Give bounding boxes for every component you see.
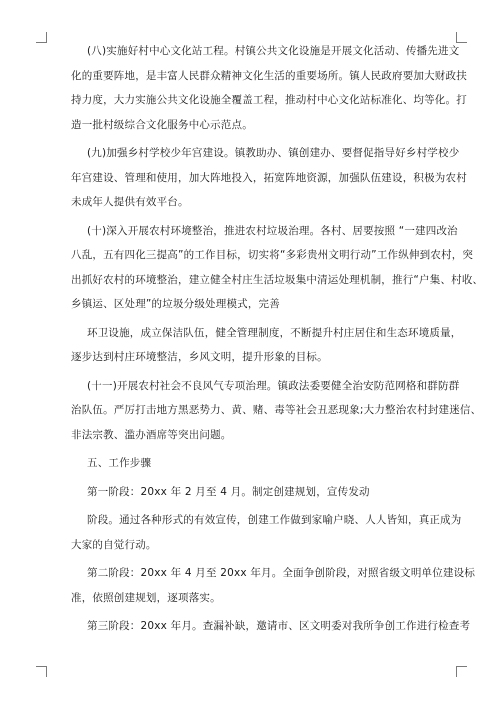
paragraph-line: (九)加强乡村学校少年宫建设。镇教助办、镇创建办、要督促指导好乡村学校少: [87, 147, 460, 159]
paragraph-st1b: [71, 508, 462, 557]
paragraph-line: 八乱，五有四化三提高”的工作目标，切实将“多彩贵州文明行动”工作纵伸到农村，突: [71, 249, 474, 261]
paragraph-line: 第二阶段：20xx 年 4 月至 20xx 年月。全面争创阶段，对照省级文明单位建设标: [87, 567, 476, 579]
crop-mark-top-right: [456, 32, 467, 43]
paragraph-p10b: [71, 321, 462, 370]
document-body: [71, 39, 484, 639]
paragraph-line: 非法宗教、滥办酒席等突出问题。: [71, 428, 232, 441]
crop-mark-top-left: [36, 32, 47, 43]
paragraph-line: 大家的自觉行动。: [71, 538, 157, 551]
paragraph-line: 逐步达到村庄环境整洁，乡风文明，提升形象的目标。: [71, 351, 328, 363]
paragraph-st3: [71, 614, 471, 639]
paragraph-line: 五、工作步骤: [87, 457, 152, 469]
crop-mark-bottom-left: [36, 666, 47, 677]
paragraph-line: 环卫设施，成立保洁队伍，健全管理制度，不断提升村庄居住和生态环境质量，: [87, 326, 462, 339]
paragraph-st2: [71, 561, 476, 610]
paragraph-line: 未成年人提供有效平台。: [71, 196, 189, 208]
paragraph-line: (八)实施好村中心文化站工程。村镇公共文化设施是开展文化活动、传播先进文: [87, 45, 460, 57]
paragraph-line: 出抓好农村的环境整治，建立健全村庄生活垃圾集中清运处理机制，推行“户集、村收、: [71, 273, 484, 286]
paragraph-p8: [71, 39, 467, 137]
paragraph-line: 第一阶段：20xx 年 2 月至 4 月。制定创建规划，宣传发动: [87, 485, 370, 498]
paragraph-line: 乡镇运、区处理”的垃圾分级处理模式，完善: [71, 298, 280, 310]
paragraph-p9: [71, 141, 467, 215]
paragraph-s5: [71, 451, 434, 476]
paragraph-line: 第三阶段：20xx 年月。查漏补缺，邀请市、区文明委对我所争创工作进行检查考: [87, 620, 471, 632]
paragraph-line: (十一)开展农村社会不良风气专项治理。镇政法委要健全治安防范网格和群防群: [87, 379, 460, 392]
paragraph-line: 持力度，大力实施公共文化设施全覆盖工程，推动村中心文化站标准化、均等化。打: [71, 94, 467, 106]
paragraph-line: 造一批村级综合文化服务中心示范点。: [71, 118, 253, 131]
paragraph-line: 治队伍。严厉打击地方黑恶势力、黄、赌、毒等社会丑恶现象;大力整治农村封建迷信、: [71, 404, 482, 416]
paragraph-line: 化的重要阵地，是丰富人民群众精神文化生活的重要场所。镇人民政府要加大财政扶: [71, 69, 467, 82]
paragraph-line: 年宫建设、管理和使用，加大阵地投入，拓宽阵地资源，加强队伍建设，积极为农村: [71, 171, 467, 184]
crop-mark-bottom-right: [456, 666, 467, 677]
paragraph-st1: [71, 480, 434, 505]
paragraph-line: (十)深入开展农村环境整治，推进农村垃圾治理。各村、居要按照 “一建四改治: [87, 224, 458, 237]
paragraph-p11: [71, 374, 482, 448]
paragraph-line: 阶段。通过各种形式的有效宣传，创建工作做到家喻户晓、人人皆知，真正成为: [87, 514, 462, 526]
paragraph-p10: [71, 219, 484, 317]
paragraph-line: 准，依照创建规划，逐项落实。: [71, 591, 221, 604]
